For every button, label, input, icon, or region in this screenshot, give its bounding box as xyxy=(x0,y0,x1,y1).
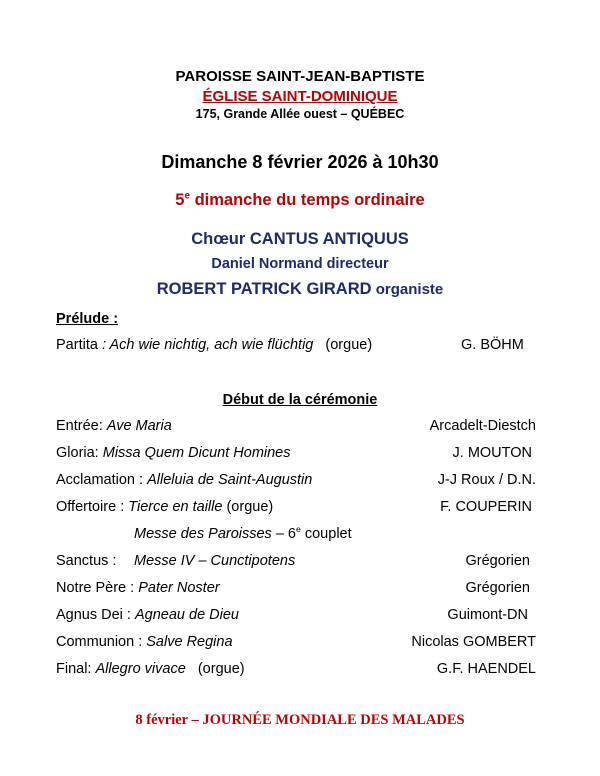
row-note: (orgue) xyxy=(222,499,274,515)
row-label: Entrée: xyxy=(56,418,107,434)
row-composer: J. MOUTON xyxy=(452,445,532,461)
row-label: Acclamation : xyxy=(56,472,148,488)
church-name: ÉGLISE SAINT-DOMINIQUE xyxy=(202,88,398,105)
row-label: Communion : xyxy=(56,634,147,650)
parish-name: PAROISSE SAINT-JEAN-BAPTISTE xyxy=(175,68,425,85)
ceremony-row-entree xyxy=(56,418,536,440)
row-label-group xyxy=(56,661,245,677)
row-label-group xyxy=(56,607,239,623)
row-composer: Nicolas GOMBERT xyxy=(411,634,536,650)
row-note-tail: couplet xyxy=(300,526,352,542)
row-label-group xyxy=(134,526,352,542)
ceremony-row-final xyxy=(56,661,536,683)
ceremony-row-offertoire-2 xyxy=(56,526,536,548)
row-composer: F. COUPERIN xyxy=(440,499,532,515)
row-composer: Arcadelt-Diestch xyxy=(429,418,536,434)
ceremony-row-gloria xyxy=(56,445,536,467)
row-title: Ave Maria xyxy=(106,418,172,434)
church-address: 175, Grande Allée ouest – QUÉBEC xyxy=(195,107,405,121)
prelude-title: : Ach wie nichtig, ach wie flüchtig xyxy=(101,337,314,353)
row-title: Tierce en taille xyxy=(128,499,223,515)
row-composer: G.F. HAENDEL xyxy=(436,661,536,677)
row-label-group xyxy=(56,553,295,569)
row-composer: J-J Roux / D.N. xyxy=(437,472,536,488)
row-title: Salve Regina xyxy=(146,634,233,650)
row-label-group xyxy=(56,418,172,434)
ceremony-row-offertoire xyxy=(56,499,536,521)
choir-line xyxy=(0,230,600,249)
prelude-heading: Prélude : xyxy=(56,311,119,327)
liturgical-sunday xyxy=(0,191,600,210)
ceremony-row-notre-pere xyxy=(56,580,536,602)
service-date: Dimanche 8 février 2026 à 10h30 xyxy=(161,152,439,172)
prelude-label: Partita xyxy=(56,337,102,353)
row-composer: Grégorien xyxy=(465,553,530,569)
row-title: Allegro vivace xyxy=(95,661,186,677)
choir-prefix: Chœur xyxy=(191,230,250,248)
row-composer: Guimont-DN xyxy=(447,607,528,623)
row-label-group xyxy=(56,445,291,461)
organist-name: ROBERT PATRICK GIRARD xyxy=(156,280,372,298)
row-composer: Grégorien xyxy=(465,580,530,596)
row-title: Messe IV – Cunctipotens xyxy=(134,553,296,569)
row-title: Agneau de Dieu xyxy=(135,607,239,623)
ceremony-row-acclamation xyxy=(56,472,536,494)
organist-role: organiste xyxy=(371,281,444,298)
footer-note: 8 février – JOURNÉE MONDIALE DES MALADES xyxy=(135,712,465,728)
row-label: Offertoire : xyxy=(56,499,129,515)
row-note-ordinal: e xyxy=(296,524,301,535)
row-title: Pater Noster xyxy=(138,580,220,596)
row-label: Notre Père : xyxy=(56,580,139,596)
choir-director: Daniel Normand directeur xyxy=(211,256,389,272)
sunday-number: 5 xyxy=(175,191,185,209)
choir-name: CANTUS ANTIQUUS xyxy=(249,230,409,248)
row-label: Gloria: xyxy=(56,445,103,461)
prelude-composer: G. BÖHM xyxy=(461,337,524,353)
prelude-note: (orgue) xyxy=(325,337,373,353)
row-note: (orgue) xyxy=(185,661,245,677)
row-title: Alleluia de Saint-Augustin xyxy=(147,472,313,488)
row-label-group xyxy=(56,634,233,650)
row-label-group xyxy=(56,499,273,515)
row-title: Missa Quem Dicunt Homines xyxy=(102,445,291,461)
ceremony-heading: Début de la cérémonie xyxy=(222,392,378,408)
row-label: Agnus Dei : xyxy=(56,607,135,623)
row-label: Sanctus : xyxy=(56,553,117,569)
row-label-group xyxy=(56,580,220,596)
organist-line xyxy=(0,280,600,299)
sunday-text: dimanche du temps ordinaire xyxy=(189,191,425,209)
ceremony-row-communion xyxy=(56,634,536,656)
row-label-group xyxy=(56,472,312,488)
row-note: – 6 xyxy=(271,526,296,542)
prelude-row xyxy=(56,337,372,353)
sunday-ordinal: e xyxy=(184,190,190,202)
row-title: Messe des Paroisses xyxy=(134,526,272,542)
row-label: Final: xyxy=(56,661,96,677)
ceremony-row-sanctus xyxy=(56,553,536,575)
ceremony-row-agnus-dei xyxy=(56,607,536,629)
